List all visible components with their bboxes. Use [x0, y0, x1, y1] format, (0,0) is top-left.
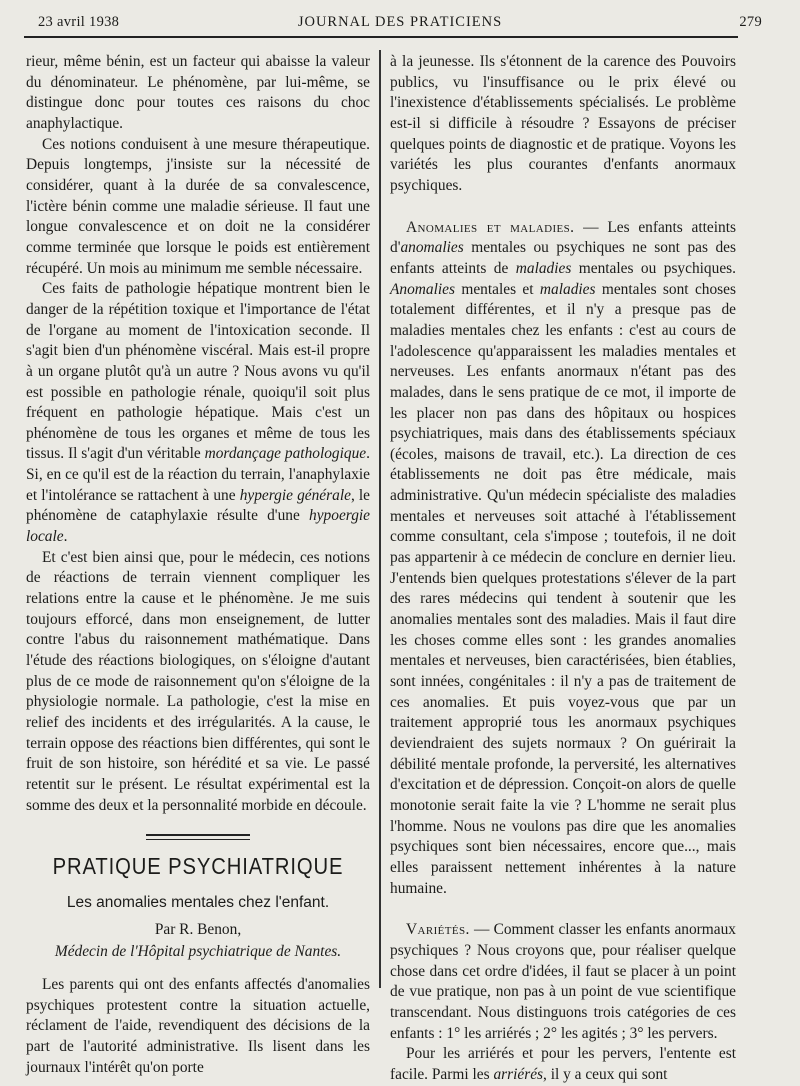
- article-title: Les anomalies mentales chez l'enfant.: [66, 893, 330, 911]
- paragraph: à la jeunesse. Ils s'étonnent de la carence des Pouvoirs publics, vu l'insuffisance ou le prix élevé ou l'inexistence d'établissements spécialisés. Le problème est-il si difficile à résoudre ? Essayons de préciser quelques points de diagnostic et de pratique. Voyons les variétés les plus courantes d'enfants anormaux psychiques.: [390, 53, 736, 194]
- paragraph: rieur, même bénin, est un facteur qui abaisse la valeur du dénominateur. Le phénomène, par lui-même, se distingue donc pour toutes ces raisons du choc anaphylactique.: [26, 53, 370, 132]
- italic-term: maladies: [515, 259, 572, 277]
- paragraph: Et c'est bien ainsi que, pour le médecin, ces notions de réactions de terrain viennent compliquer les relations entre la cause et le phénomène. Je me suis toujours efforcé, dans mon enseignement, de lutter contre l'abus du raisonnement mathématique. Dans l'étude des réactions biologiques, on s'éloigne d'autant plus de ce mode de raisonnement qu'on s'éloigne de la physiologie normale. La pathologie, c'est la mise en relief des incidents et des irrégularités. A la cause, le terrain oppose des réactions bien différentes, qui sont le fruit de son histoire, son hérédité et sa vie. Le passé retentit sur le présent. Le résultat expérimental est la somme des deux et la personnalité morbide en découle.: [26, 548, 370, 814]
- text-run: , le phénomène de cataphylaxie résulte d'une: [26, 486, 370, 525]
- header-journal-title: JOURNAL DES PRATICIENS: [297, 14, 503, 30]
- text-run: .: [63, 528, 68, 546]
- run-in-heading: Variétés.: [406, 921, 470, 939]
- run-in-heading: Anomalies et maladies.: [406, 218, 575, 236]
- text-run: Ces faits de pathologie hépatique montrent bien le danger de la répétition toxique et l'importance de l'état de l'organe au moment de l'intoxication seconde. Il s'agit bien d'un phénomène viscéral. Mais est-il propre à un organe plutôt qu'à un autre ? Nous avons vu qu'il est possible en pathologie rénale, quoiqu'il soit plus fréquent en pathologie hépatique. Mais c'est un phénomène de tous les organes et même de tous les tissus. Il s'agit d'un véritable: [26, 280, 370, 463]
- header-page-number: 279: [739, 14, 762, 30]
- author-affiliation: Médecin de l'Hôpital psychiatrique de Nantes.: [54, 943, 342, 961]
- italic-term: anomalies: [400, 239, 464, 257]
- text-run: , il y a ceux qui sont: [543, 1065, 668, 1083]
- section-title: PRATIQUE PSYCHIATRIQUE: [52, 853, 344, 880]
- paragraph: [26, 279, 370, 548]
- paragraph: [390, 920, 736, 1044]
- text-run: mentales et: [454, 280, 534, 298]
- text-run: mentales sont choses totalement différentes, et il n'y a presque pas de maladies mentales chez les enfants : c'est au cours de l'adolescence qu'apparaissent les maladies mentales et nerveuses. Les enfants anormaux n'étant pas des malades, dans le sens pratique de ce mot, il importe de les placer non pas dans des hôpitaux ou hospices psychiatriques, mais dans des établissements spéciaux (écoles, maisons de travail, etc.). La direction de ces établissements ne doit pas être médicale, mais administrative. Qu'un médecin spécialiste des maladies mentales et nerveuses soit attaché à l'établissement comme consultant, cela s'impose ; toutefois, il ne doit pas appartenir à ce médecin de conclure en dernier lieu. J'entends bien quelques protestations s'élever de la part des rares médecins qui tendent à soutenir que les anomalies mentales sont des maladies. Mais il faut dire les choses comme elles sont : les grandes anomalies mentales et nerveuses, bien caractérisées, bien établies, sont innées, congénitales : il n'y a pas de traitement de ces anomalies. Et puis voyez-vous que par un traitement approprié tous les anormaux psychiques deviendraient des sujets normaux ? On guérirait la débilité mentale profonde, la perversité, les alternatives d'excitation et de dépression. Conçoit-on alors de quelle monotonie serait faite la vie ? L'homme ne serait plus l'homme. Nous ne voulons pas dire que les anomalies psychiques sont bien nécessaires, encore que..., mais elles paraissent nettement inhérentes à la nature humaine.: [390, 280, 736, 897]
- paragraph: [390, 218, 736, 900]
- text-run: — Les enfants atteints d': [390, 218, 736, 257]
- italic-term: hypergie générale: [239, 486, 351, 504]
- text-run: . Si, en ce qu'il est de la réaction du terrain, l'anaphylaxie et l'intolérance se rattachent à une: [26, 445, 370, 504]
- paragraph: [390, 1044, 736, 1085]
- paragraph: Ces notions conduisent à une mesure thérapeutique. Depuis longtemps, j'insiste sur la nécessité de considérer, quant à la durée de sa convalescence, l'ictère bénin comme une maladie sérieuse. Il faut une longue convalescence et on doit ne la considérer comme terminée que lorsque le poids est entièrement récupéré. Un mois au minimum me semble nécessaire.: [26, 135, 370, 277]
- italic-term: Anomalies: [390, 280, 455, 298]
- italic-term: mordançage pathologique: [204, 445, 367, 463]
- right-column: [390, 52, 736, 1086]
- section-divider: [146, 834, 250, 840]
- header-date: 23 avril 1938: [38, 14, 120, 30]
- left-column: [26, 52, 370, 1078]
- text-run: mentales ou psychiques.: [571, 259, 736, 277]
- running-header: [38, 14, 762, 38]
- article-author: Par R. Benon,: [154, 920, 242, 938]
- text-run: mentales ou psychiques ne sont pas des enfants atteints de: [390, 239, 736, 277]
- paragraph: Les parents qui ont des enfants affectés d'anomalies psychiques protestent contre la situation actuelle, réclament de l'aide, revendiquent des décisions de la part de l'autorité administrative. Ils lisent dans les journaux l'intérêt qu'on porte: [26, 975, 370, 1076]
- column-divider: [379, 50, 381, 988]
- italic-term: maladies: [539, 280, 596, 298]
- italic-term: arriérés: [493, 1065, 544, 1083]
- text-run: Pour les arriérés et pour les pervers, l'entente est facile. Parmi les: [390, 1045, 736, 1083]
- text-run: — Comment classer les enfants anormaux psychiques ? Nous croyons que, pour réaliser quelque chose dans cet ordre d'idées, il faut se placer à un point de vue pratique, non pas à un point de vue scientifique transcendant. Nous distinguons trois catégories de ces enfants : 1° les arriérés ; 2° les agités ; 3° les pervers.: [390, 921, 736, 1042]
- header-rule: [24, 36, 738, 38]
- italic-term: hypoergie locale: [26, 507, 370, 546]
